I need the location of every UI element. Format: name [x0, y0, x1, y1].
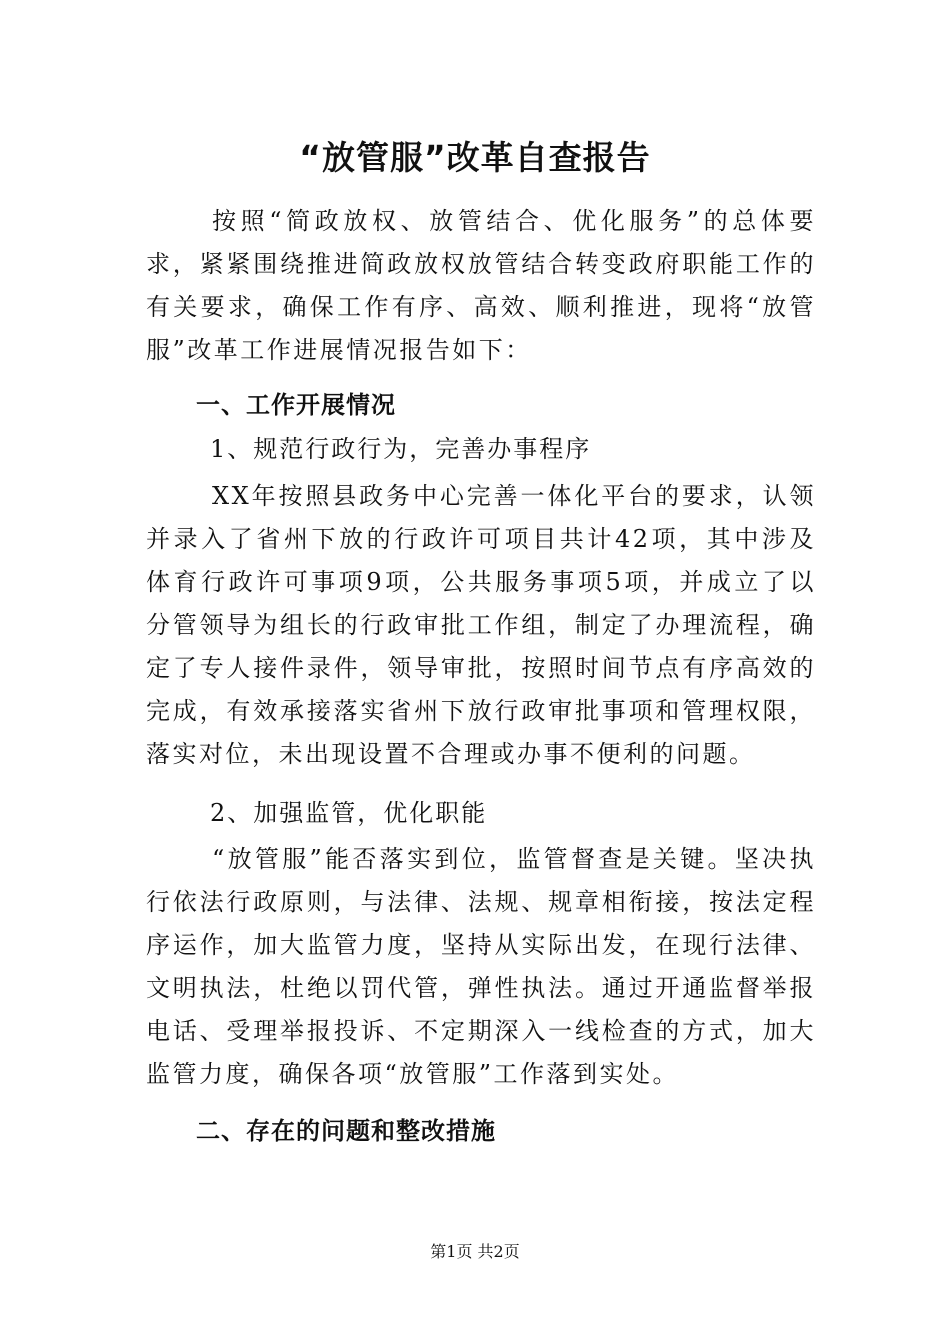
- section-heading-1: 一、工作开展情况: [196, 391, 396, 419]
- subsection-heading-1: 1、规范行政行为，完善办事程序: [210, 435, 592, 463]
- intro-paragraph: 按照“简政放权、放管结合、优化服务”的总体要求，紧紧围绕推进简政放权放管结合转变政府职能工作的有关要求，确保工作有序、高效、顺利推进，现将“放管服”改革工作进展情况报告如下：: [146, 207, 816, 364]
- page-footer: 第1页 共2页: [430, 1242, 520, 1261]
- paragraph-1: XX年按照县政务中心完善一体化平台的要求，认领并录入了省州下放的行政许可项目共计42项，其中涉及体育行政许可事项9项，公共服务事项5项，并成立了以分管领导为组长的行政审批工作组，制定了办理流程，确定了专人接件录件，领导审批，按照时间节点有序高效的完成，有效承接落实省州下放行政审批事项和管理权限，落实对位，未出现设置不合理或办事不便利的问题。: [146, 482, 816, 768]
- document-title: “放管服”改革自查报告: [299, 138, 651, 177]
- section-heading-2: 二、存在的问题和整改措施: [196, 1117, 496, 1145]
- paragraph-2: “放管服”能否落实到位，监管督查是关键。坚决执行依法行政原则，与法律、法规、规章相衔接，按法定程序运作，加大监管力度，坚持从实际出发，在现行法律、文明执法，杜绝以罚代管，弹性执法。通过开通监督举报电话、受理举报投诉、不定期深入一线检查的方式，加大监管力度，确保各项“放管服”工作落到实处。: [146, 845, 816, 1088]
- subsection-heading-2: 2、加强监管，优化职能: [210, 799, 488, 827]
